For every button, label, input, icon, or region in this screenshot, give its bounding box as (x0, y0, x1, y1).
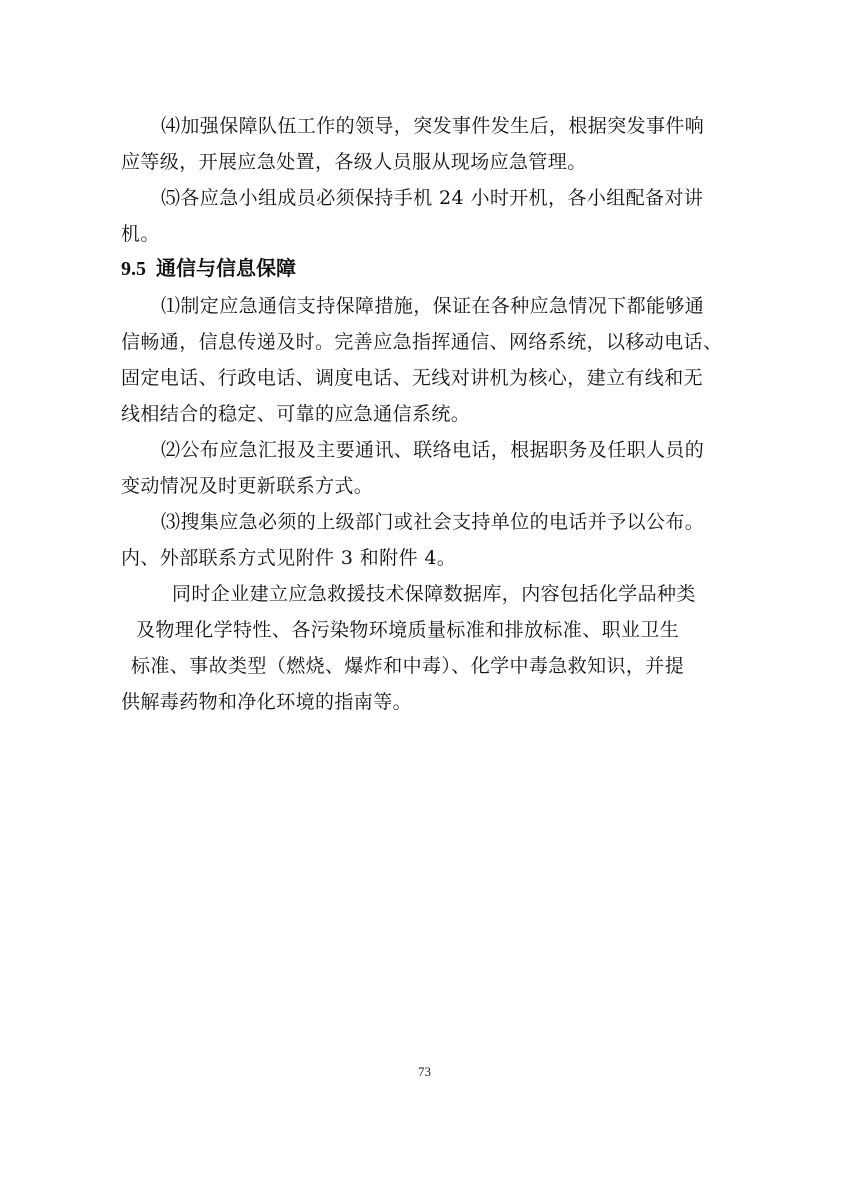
paragraph-3-line-4: 线相结合的稳定、可靠的应急通信系统。 (121, 403, 471, 425)
section-title: 通信与信息保障 (156, 256, 296, 280)
page-number: 73 (418, 1064, 431, 1079)
paragraph-2-line-2: 机。 (121, 223, 160, 245)
paragraph-4-line-2: 变动情况及时更新联系方式。 (121, 475, 374, 497)
paragraph-5-line-1: ⑶搜集应急必须的上级部门或社会支持单位的电话并予以公布。 (161, 511, 705, 533)
paragraph-6-line-3: 标准、事故类型（燃烧、爆炸和中毒）、化学中毒急救知识，并提 (131, 655, 685, 677)
section-number: 9.5 (121, 258, 146, 280)
paragraph-3-line-2: 信畅通，信息传递及时。完善应急指挥通信、网络系统，以移动电话、 (121, 331, 723, 353)
paragraph-6-line-4: 供解毒药物和净化环境的指南等。 (121, 691, 413, 713)
paragraph-1-line-1: ⑷加强保障队伍工作的领导，突发事件发生后，根据突发事件响 (161, 115, 705, 137)
paragraph-1-line-2: 应等级，开展应急处置，各级人员服从现场应急管理。 (121, 151, 587, 173)
section-heading (121, 255, 296, 282)
paragraph-5-line-2: 内、外部联系方式见附件 3 和附件 4。 (121, 547, 457, 569)
paragraph-4-line-1: ⑵公布应急汇报及主要通讯、联络电话，根据职务及任职人员的 (161, 439, 705, 461)
paragraph-6-line-1: 同时企业建立应急救援技术保障数据库，内容包括化学品种类 (172, 583, 696, 605)
paragraph-2-line-1: ⑸各应急小组成员必须保持手机 24 小时开机，各小组配备对讲 (161, 187, 704, 209)
paragraph-6-line-2: 及物理化学特性、各污染物环境质量标准和排放标准、职业卫生 (136, 619, 680, 641)
paragraph-3-line-1: ⑴制定应急通信支持保障措施，保证在各种应急情况下都能够通 (161, 295, 705, 317)
paragraph-3-line-3: 固定电话、行政电话、调度电话、无线对讲机为核心，建立有线和无 (121, 367, 704, 389)
